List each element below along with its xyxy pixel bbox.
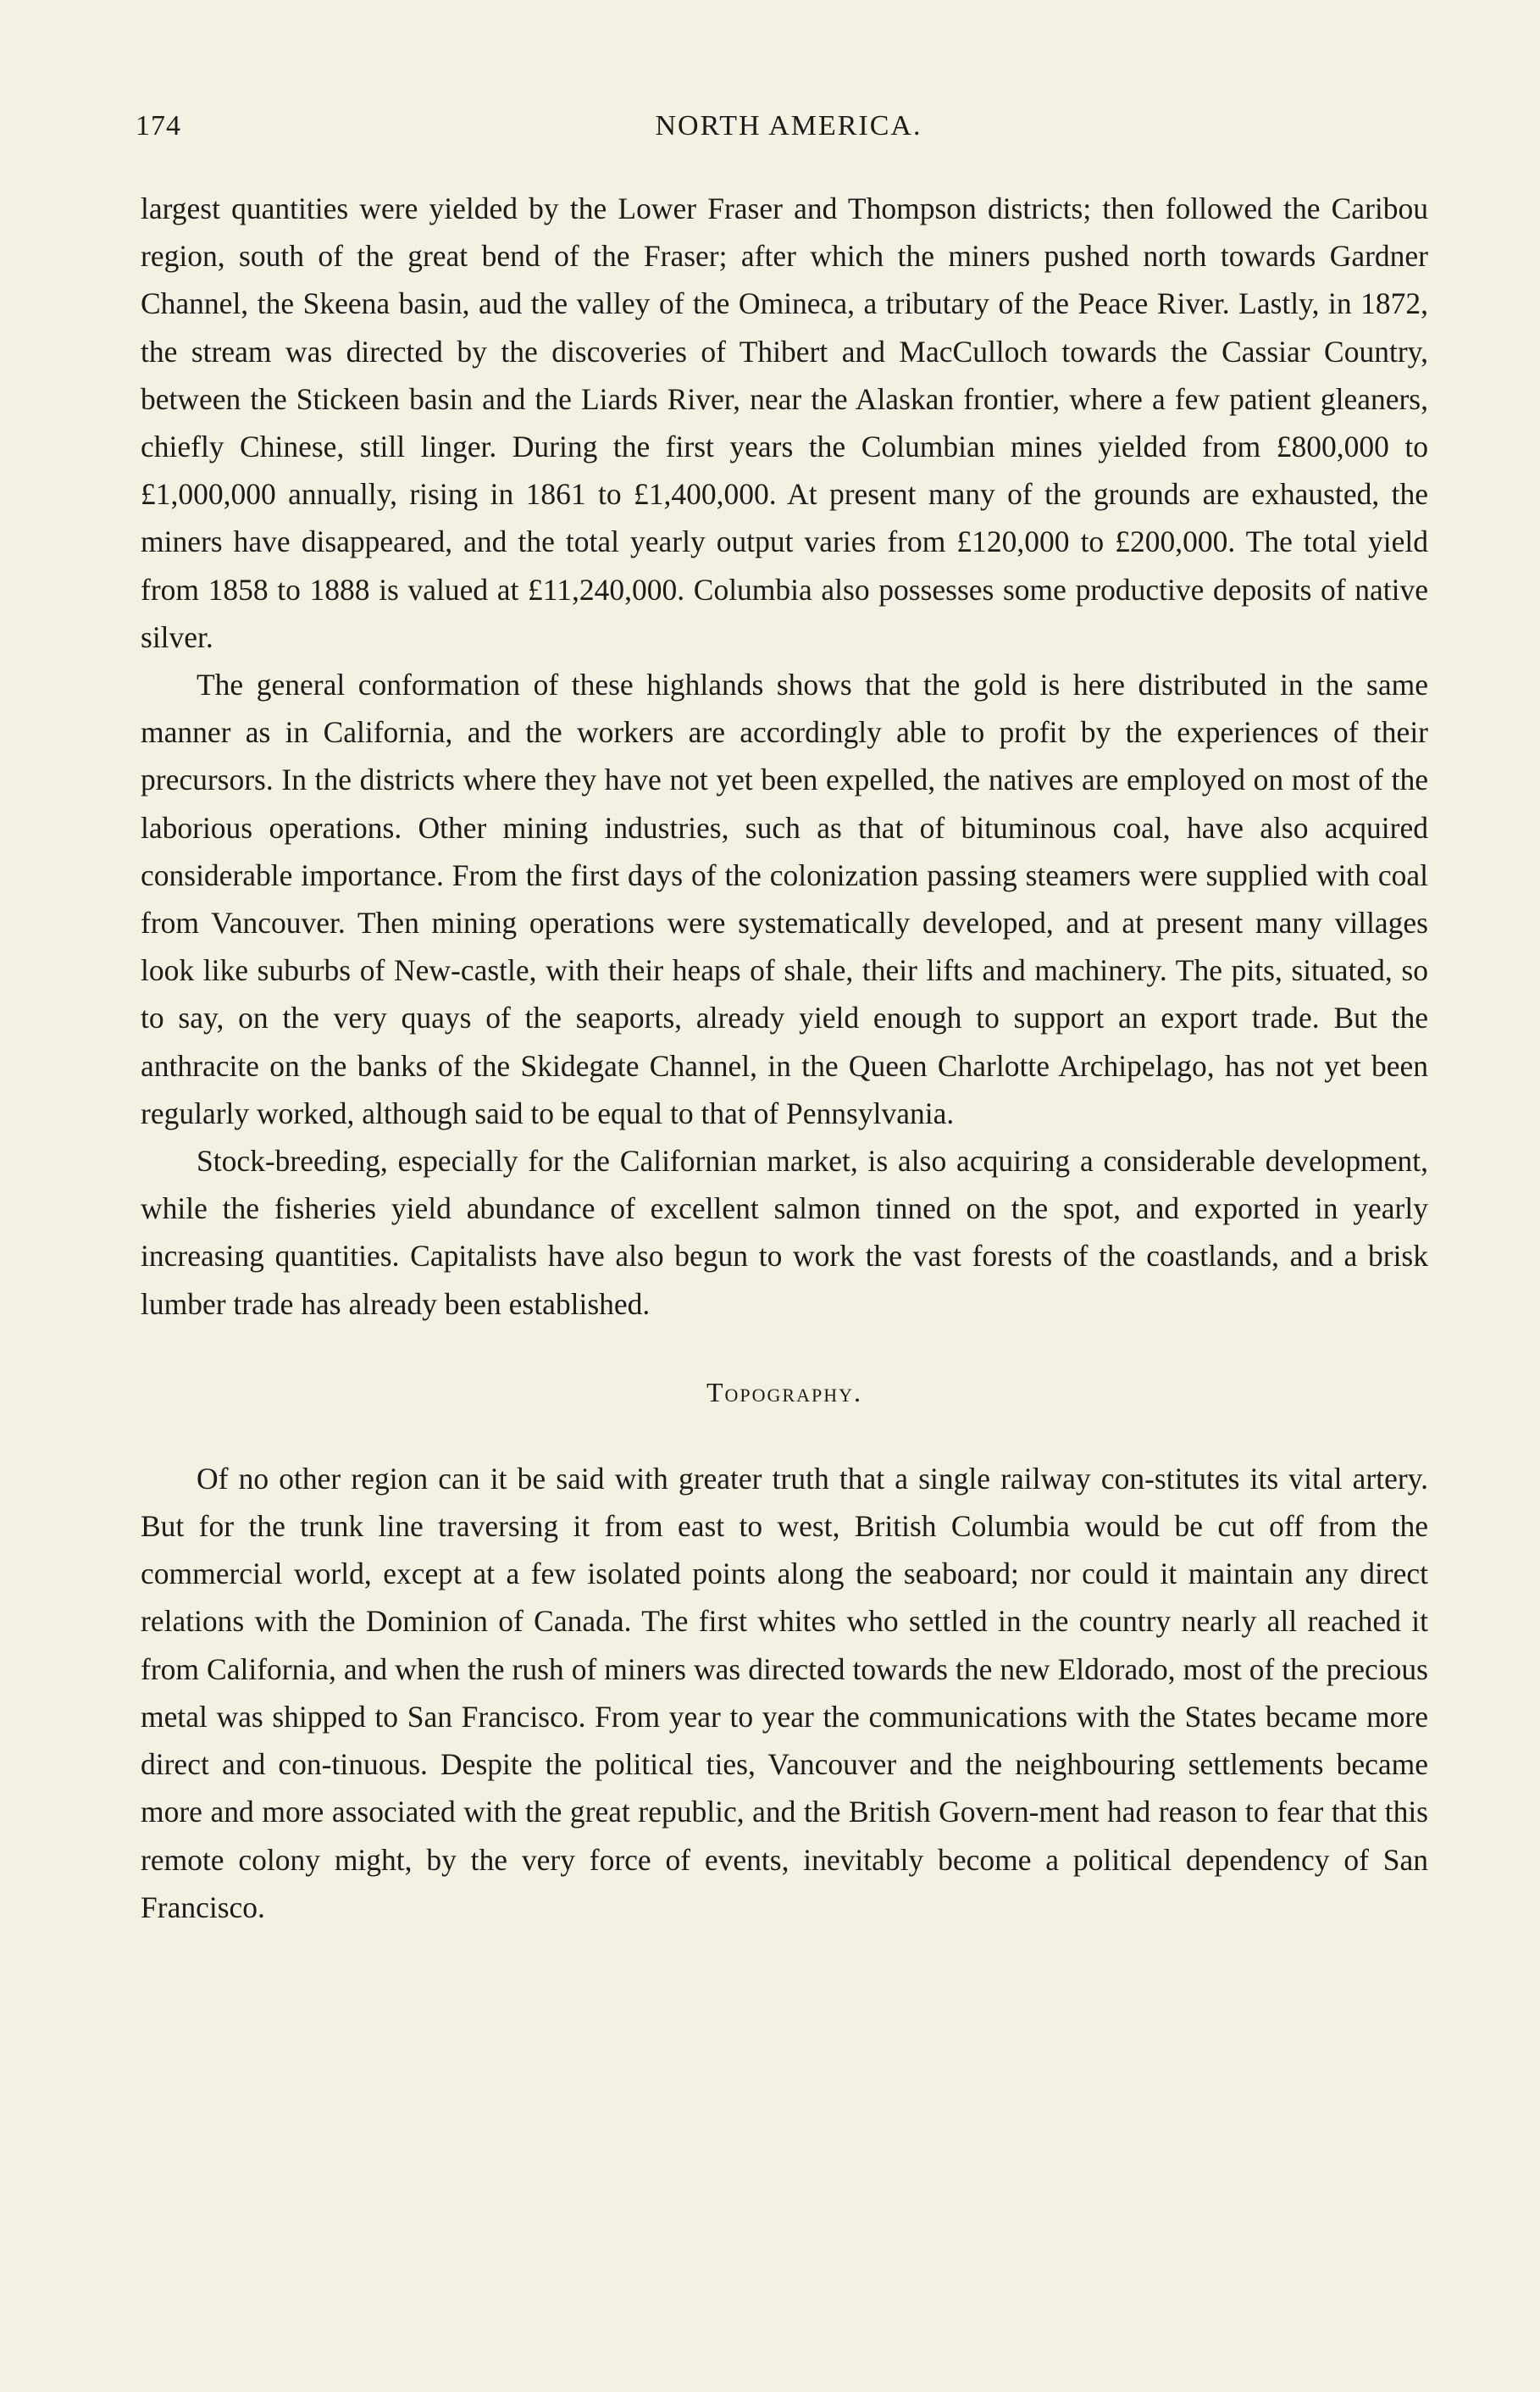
paragraph: Stock-breeding, especially for the Californian market, is also acquiring a considerable development, while the fisheries yield abundance of excellent salmon tinned on the spot, and exported in yearly increasing quantities. Capitalists have also begun to work the vast forests of the coastlands, and a brisk lumber trade has already been established. [141,1144,1428,1321]
paragraph: The general conformation of these highlands shows that the gold is here distributed in the same manner as in California, and the workers are accordingly able to profit by the experiences of their precursors. In the districts where they have not yet been expelled, the natives are employed on most of the laborious operations. Other mining industries, such as that of bituminous coal, have also acquired considerable importance. From the first days of the colonization passing steamers were supplied with coal from Vancouver. Then mining operations were systematically developed, and at present many villages look like suburbs of New-castle, with their heaps of shale, their lifts and machinery. The pits, situated, so to say, on the very quays of the seaports, already yield enough to support an export trade. But the anthracite on the banks of the Skidegate Channel, in the Queen Charlotte Archipelago, has not yet been regularly worked, although said to be equal to that of Pennsylvania. [141,668,1428,1130]
page-number: 174 [136,110,181,142]
page-header [136,110,1442,161]
paragraph: largest quantities were yielded by the Lower Fraser and Thompson districts; then followed the Caribou region, south of the great bend of the Fraser; after which the miners pushed north towards Gardner Channel, the Skeena basin, aud the valley of the Omineca, a tributary of the Peace River. Lastly, in 1872, the stream was directed by the discoveries of Thibert and MacCulloch towards the Cassiar Country, between the Stickeen basin and the Liards River, near the Alaskan frontier, where a few patient gleaners, chiefly Chinese, still linger. During the first years the Columbian mines yielded from £800,000 to £1,000,000 annually, rising in 1861 to £1,400,000. At present many of the grounds are exhausted, the miners have disappeared, and the total yearly output varies from £120,000 to £200,000. The total yield from 1858 to 1888 is valued at £11,240,000. Columbia also possesses some productive deposits of native silver. [141,191,1428,654]
paragraph: Of no other region can it be said with greater truth that a single railway con-stitutes its vital artery. But for the trunk line traversing it from east to west, British Columbia would be cut off from the commercial world, except at a few isolated points along the seaboard; nor could it maintain any direct relations with the Dominion of Canada. The first whites who settled in the country nearly all reached it from California, and when the rush of miners was directed towards the new Eldorado, most of the precious metal was shipped to San Francisco. From year to year the communications with the States became more direct and con-tinuous. Despite the political ties, Vancouver and the neighbouring settlements became more and more associated with the great republic, and the British Govern-ment had reason to fear that this remote colony might, by the very force of events, inevitably become a political dependency of San Francisco. [141,1461,1428,1924]
section-heading: Topography. [706,1376,863,1407]
running-head: NORTH AMERICA. [655,110,922,142]
body-text [141,185,1428,1931]
